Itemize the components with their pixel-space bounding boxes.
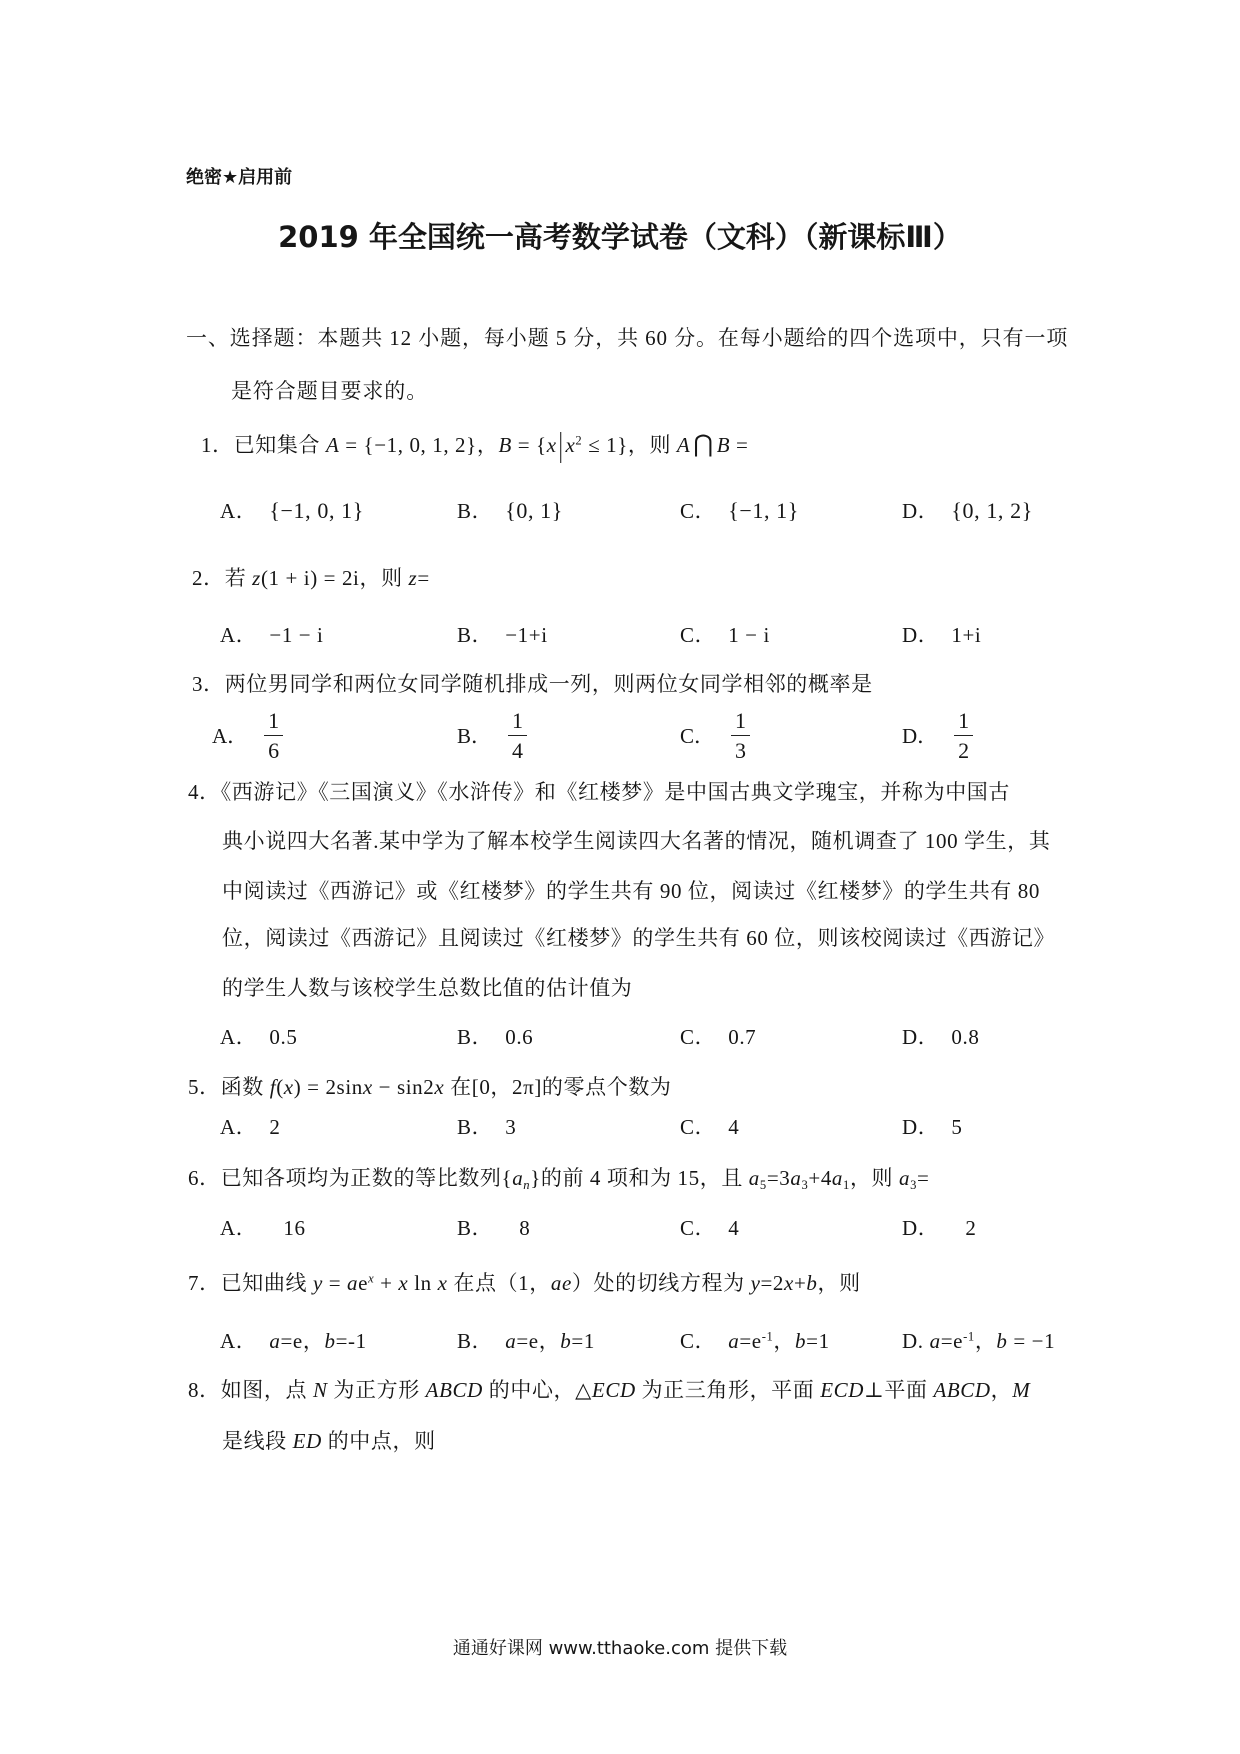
stem-text: ) = 2sin: [293, 1075, 363, 1099]
option-text: =-1: [335, 1329, 367, 1353]
stem-text: (1 + i) = 2i: [260, 566, 360, 590]
math-variable: x: [362, 1075, 373, 1099]
option-label: C．: [680, 1025, 717, 1049]
option-text: 0.6: [505, 1025, 534, 1049]
stem-text: 已知各项均为正数的等比数列{: [220, 1166, 513, 1190]
math-variable: a: [728, 1329, 740, 1353]
stem-text: 典小说四大名著.某中学为了解本校学生阅读四大名著的情况，随机调查了 100 学生，其: [222, 829, 1051, 853]
option-label: C．: [680, 1216, 717, 1240]
option-text: ，: [974, 1329, 997, 1353]
stem-text: 已知曲线: [220, 1271, 313, 1295]
option-b: [457, 496, 563, 526]
option-label: B．: [457, 623, 494, 647]
math-variable: ECD: [820, 1378, 865, 1402]
question-number: 2．: [192, 566, 225, 590]
option-b: [457, 1022, 533, 1052]
denominator: 3: [735, 737, 747, 763]
option-label: C．: [680, 1329, 717, 1353]
math-variable: x: [546, 433, 557, 457]
stem-text: 位，阅读过《西游记》且阅读过《红楼梦》的学生共有 60 位，则该校阅读过《西游记》: [222, 926, 1056, 950]
math-variable: x: [784, 1271, 794, 1295]
option-c: [680, 1213, 739, 1243]
math-subscript: n: [523, 1177, 531, 1192]
stem-text: ，则: [817, 1271, 861, 1295]
option-label: B．: [457, 1025, 494, 1049]
numerator: 1: [731, 706, 750, 736]
option-a: [220, 496, 364, 526]
stem-text: = {: [511, 433, 547, 457]
option-a: [220, 1326, 367, 1356]
option-text: {0, 1, 2}: [951, 498, 1033, 523]
option-b: [457, 1112, 516, 1142]
option-text: =e，: [516, 1329, 561, 1353]
option-a: [220, 620, 324, 650]
math-variable: f: [269, 1075, 277, 1099]
math-variable: A: [325, 433, 340, 457]
math-operator: ⋂: [693, 431, 714, 458]
question-number: 5．: [188, 1075, 221, 1099]
option-label: A．: [220, 1025, 258, 1049]
option-text: {−1, 0, 1}: [269, 498, 364, 523]
math-superscript: 2: [575, 433, 583, 448]
math-variable: a: [929, 1329, 941, 1353]
option-a: [212, 703, 283, 767]
option-text: =1: [806, 1329, 830, 1353]
stem-text: =3: [766, 1166, 791, 1190]
math-superscript: x: [368, 1271, 375, 1286]
option-text: −1 − i: [269, 623, 324, 647]
question-stem: [188, 1268, 861, 1298]
option-label: D．: [902, 499, 940, 523]
option-label: A．: [212, 724, 249, 748]
math-variable: y: [312, 1271, 323, 1295]
math-variable: ABCD: [933, 1378, 991, 1402]
stem-text: }的前 4 项和为 15，且: [530, 1166, 749, 1190]
stem-text: = {−1, 0, 1, 2}，: [339, 433, 499, 457]
math-superscript: -1: [963, 1329, 975, 1344]
option-d: [902, 496, 1033, 526]
option-d: [902, 1213, 976, 1243]
page-title: 2019 年全国统一高考数学试卷（文科）（新课标Ⅲ）: [278, 220, 962, 254]
option-d: [902, 1022, 979, 1052]
question-stem: [188, 1163, 929, 1193]
math-variable: b: [806, 1271, 818, 1295]
option-d: [902, 620, 981, 650]
math-variable: y: [750, 1271, 761, 1295]
stem-text: 的中心，△: [482, 1378, 592, 1402]
option-text: 2: [965, 1216, 977, 1240]
option-b: [457, 1326, 595, 1356]
stem-text: 为正三角形，平面: [635, 1378, 821, 1402]
math-subscript: 3: [801, 1177, 809, 1192]
stem-text: 的学生人数与该校学生总数比值的估计值为: [222, 976, 633, 1000]
stem-text: ）处的切线方程为: [571, 1271, 751, 1295]
option-text: 5: [951, 1115, 963, 1139]
option-label: A．: [220, 623, 258, 647]
stem-text: 是线段: [222, 1429, 293, 1453]
option-text: = −1: [1007, 1329, 1056, 1353]
math-variable: M: [1012, 1378, 1031, 1402]
option-label: B．: [457, 724, 493, 748]
question-number: 3．: [192, 672, 225, 696]
numerator: 1: [264, 706, 283, 736]
math-variable: z: [408, 566, 418, 590]
question-number: 6．: [188, 1166, 221, 1190]
question-number: 1．: [201, 433, 234, 457]
math-variable: a: [790, 1166, 802, 1190]
math-variable: b: [996, 1329, 1008, 1353]
option-label: D．: [902, 724, 939, 748]
option-text: 0.5: [269, 1025, 298, 1049]
option-c: [680, 496, 799, 526]
option-text: =e，: [280, 1329, 325, 1353]
stem-text: 函数: [220, 1075, 270, 1099]
stem-text: ，则: [849, 1166, 899, 1190]
option-label: D．: [902, 1216, 940, 1240]
question-stem-continued: [222, 1426, 436, 1456]
math-variable: b: [560, 1329, 572, 1353]
stem-text: ≤ 1}，则: [582, 433, 677, 457]
option-label: B．: [457, 1329, 494, 1353]
stem-text: e: [358, 1271, 369, 1295]
stem-text: 若: [224, 566, 253, 590]
stem-text: ，: [990, 1378, 1013, 1402]
fraction: [954, 706, 973, 765]
numerator: 1: [954, 706, 973, 736]
math-variable: a: [831, 1166, 844, 1190]
option-text: 0.7: [728, 1025, 757, 1049]
stem-text: 在[0，2π]的零点个数为: [444, 1075, 672, 1099]
math-superscript: -1: [761, 1329, 774, 1344]
stem-text: − sin2: [372, 1075, 435, 1099]
question-number: 7．: [188, 1271, 221, 1295]
option-label: D．: [902, 1115, 940, 1139]
stem-text: 的中点，则: [321, 1429, 436, 1453]
option-label: C．: [680, 499, 717, 523]
denominator: 6: [268, 737, 280, 763]
stem-text: =: [917, 1166, 930, 1190]
stem-text: 中阅读过《西游记》或《红楼梦》的学生共有 90 位，阅读过《红楼梦》的学生共有 80: [222, 879, 1040, 903]
question-stem: [188, 1375, 1030, 1405]
stem-text: 如图，点: [220, 1378, 313, 1402]
math-variable: x: [398, 1271, 409, 1295]
fraction: [508, 706, 527, 765]
option-c: [680, 620, 770, 650]
option-label: C．: [680, 1115, 717, 1139]
stem-text: +: [793, 1271, 807, 1295]
option-text: =e: [739, 1329, 762, 1353]
math-variable: x: [283, 1075, 294, 1099]
math-variable: b: [795, 1329, 807, 1353]
math-variable: A: [676, 433, 691, 457]
math-subscript: 3: [910, 1177, 918, 1192]
denominator: 4: [512, 737, 524, 763]
option-c: [680, 1022, 756, 1052]
option-a: [220, 1112, 280, 1142]
fraction: [264, 706, 283, 765]
section-heading-line: 是符合题目要求的。: [231, 379, 429, 403]
section-heading-line: 一、选择题：本题共 12 小题，每小题 5 分，共 60 分。在每小题给的四个选项中，只有一项: [186, 326, 1069, 350]
option-c: [680, 1326, 830, 1356]
option-label: C．: [680, 623, 717, 647]
fraction: [731, 706, 750, 765]
option-text: 8: [519, 1216, 531, 1240]
math-subscript: 5: [759, 1177, 767, 1192]
option-label: A．: [220, 499, 258, 523]
stem-text: =2: [760, 1271, 785, 1295]
math-variable: ae: [550, 1271, 572, 1295]
option-b: [457, 1213, 530, 1243]
option-a: [220, 1213, 306, 1243]
question-number: 4．: [188, 780, 221, 804]
math-variable: x: [434, 1075, 445, 1099]
math-variable: a: [505, 1329, 517, 1353]
math-variable: z: [252, 566, 261, 590]
header-secret-label: 绝密★启用前: [186, 167, 293, 188]
math-variable: x: [437, 1271, 448, 1295]
option-text: −1+i: [505, 623, 548, 647]
option-label: A．: [220, 1329, 258, 1353]
option-c: [680, 703, 750, 767]
option-label: D．: [902, 623, 940, 647]
option-text: {0, 1}: [505, 498, 563, 523]
math-variable: N: [312, 1378, 328, 1402]
math-variable: B: [498, 433, 512, 457]
question-stem: [192, 669, 873, 699]
option-text: =e: [940, 1329, 964, 1353]
question-stem: [192, 563, 430, 593]
math-variable: ECD: [591, 1378, 636, 1402]
math-divider: |: [558, 425, 564, 465]
math-variable: ABCD: [425, 1378, 483, 1402]
math-variable: a: [899, 1166, 911, 1190]
math-variable: a: [347, 1271, 359, 1295]
stem-text: 为正方形: [327, 1378, 426, 1402]
math-variable: a: [512, 1166, 524, 1190]
option-label: B．: [457, 1115, 494, 1139]
option-label: A．: [220, 1115, 258, 1139]
option-text: =1: [571, 1329, 595, 1353]
option-text: 4: [728, 1216, 740, 1240]
option-d: [902, 1112, 962, 1142]
option-text: {−1, 1}: [728, 498, 799, 523]
math-subscript: 1: [843, 1177, 850, 1192]
math-variable: B: [716, 433, 731, 457]
question-stem: [188, 777, 1010, 807]
numerator: 1: [508, 706, 527, 736]
option-text: 1+i: [951, 623, 982, 647]
option-text: 16: [283, 1216, 306, 1240]
stem-text: +: [374, 1271, 399, 1295]
option-c: [680, 1112, 739, 1142]
question-stem: [188, 1072, 672, 1102]
option-label: B．: [457, 499, 494, 523]
stem-text: ，则: [359, 566, 409, 590]
stem-text: (: [276, 1075, 284, 1099]
stem-text: ln: [408, 1271, 438, 1295]
page-footer: 通通好课网 www.tthaoke.com 提供下载: [452, 1638, 788, 1659]
option-d: [902, 1326, 1055, 1356]
math-variable: x: [565, 433, 576, 457]
option-text: ，: [773, 1329, 796, 1353]
option-text: 4: [728, 1115, 740, 1139]
option-text: 3: [505, 1115, 517, 1139]
math-variable: a: [269, 1329, 281, 1353]
math-variable: ED: [292, 1429, 322, 1453]
stem-text: =: [322, 1271, 348, 1295]
option-label: C．: [680, 724, 716, 748]
option-b: [457, 703, 527, 767]
question-stem: [201, 425, 749, 465]
option-text: 0.8: [951, 1025, 980, 1049]
option-label: B．: [457, 1216, 494, 1240]
option-a: [220, 1022, 297, 1052]
stem-text: =: [730, 433, 749, 457]
denominator: 2: [958, 737, 970, 763]
option-label: D．: [902, 1025, 940, 1049]
stem-text: 两位男同学和两位女同学随机排成一列，则两位女同学相邻的概率是: [224, 672, 873, 696]
math-variable: a: [748, 1166, 760, 1190]
option-label: A．: [220, 1216, 258, 1240]
stem-text: 在点（1，: [447, 1271, 551, 1295]
option-text: 1 − i: [728, 623, 770, 647]
option-text: 2: [269, 1115, 281, 1139]
option-d: [902, 703, 973, 767]
stem-text: +4: [808, 1166, 832, 1190]
stem-text: ⊥平面: [864, 1378, 934, 1402]
math-variable: b: [324, 1329, 336, 1353]
option-b: [457, 620, 548, 650]
stem-text: 已知集合: [233, 433, 326, 457]
stem-text: =: [417, 566, 430, 590]
stem-text: 《西游记》《三国演义》《水浒传》和《红楼梦》是中国古典文学瑰宝，并称为中国古: [220, 780, 1010, 804]
question-number: 8．: [188, 1378, 221, 1402]
option-label: D.: [902, 1329, 924, 1353]
